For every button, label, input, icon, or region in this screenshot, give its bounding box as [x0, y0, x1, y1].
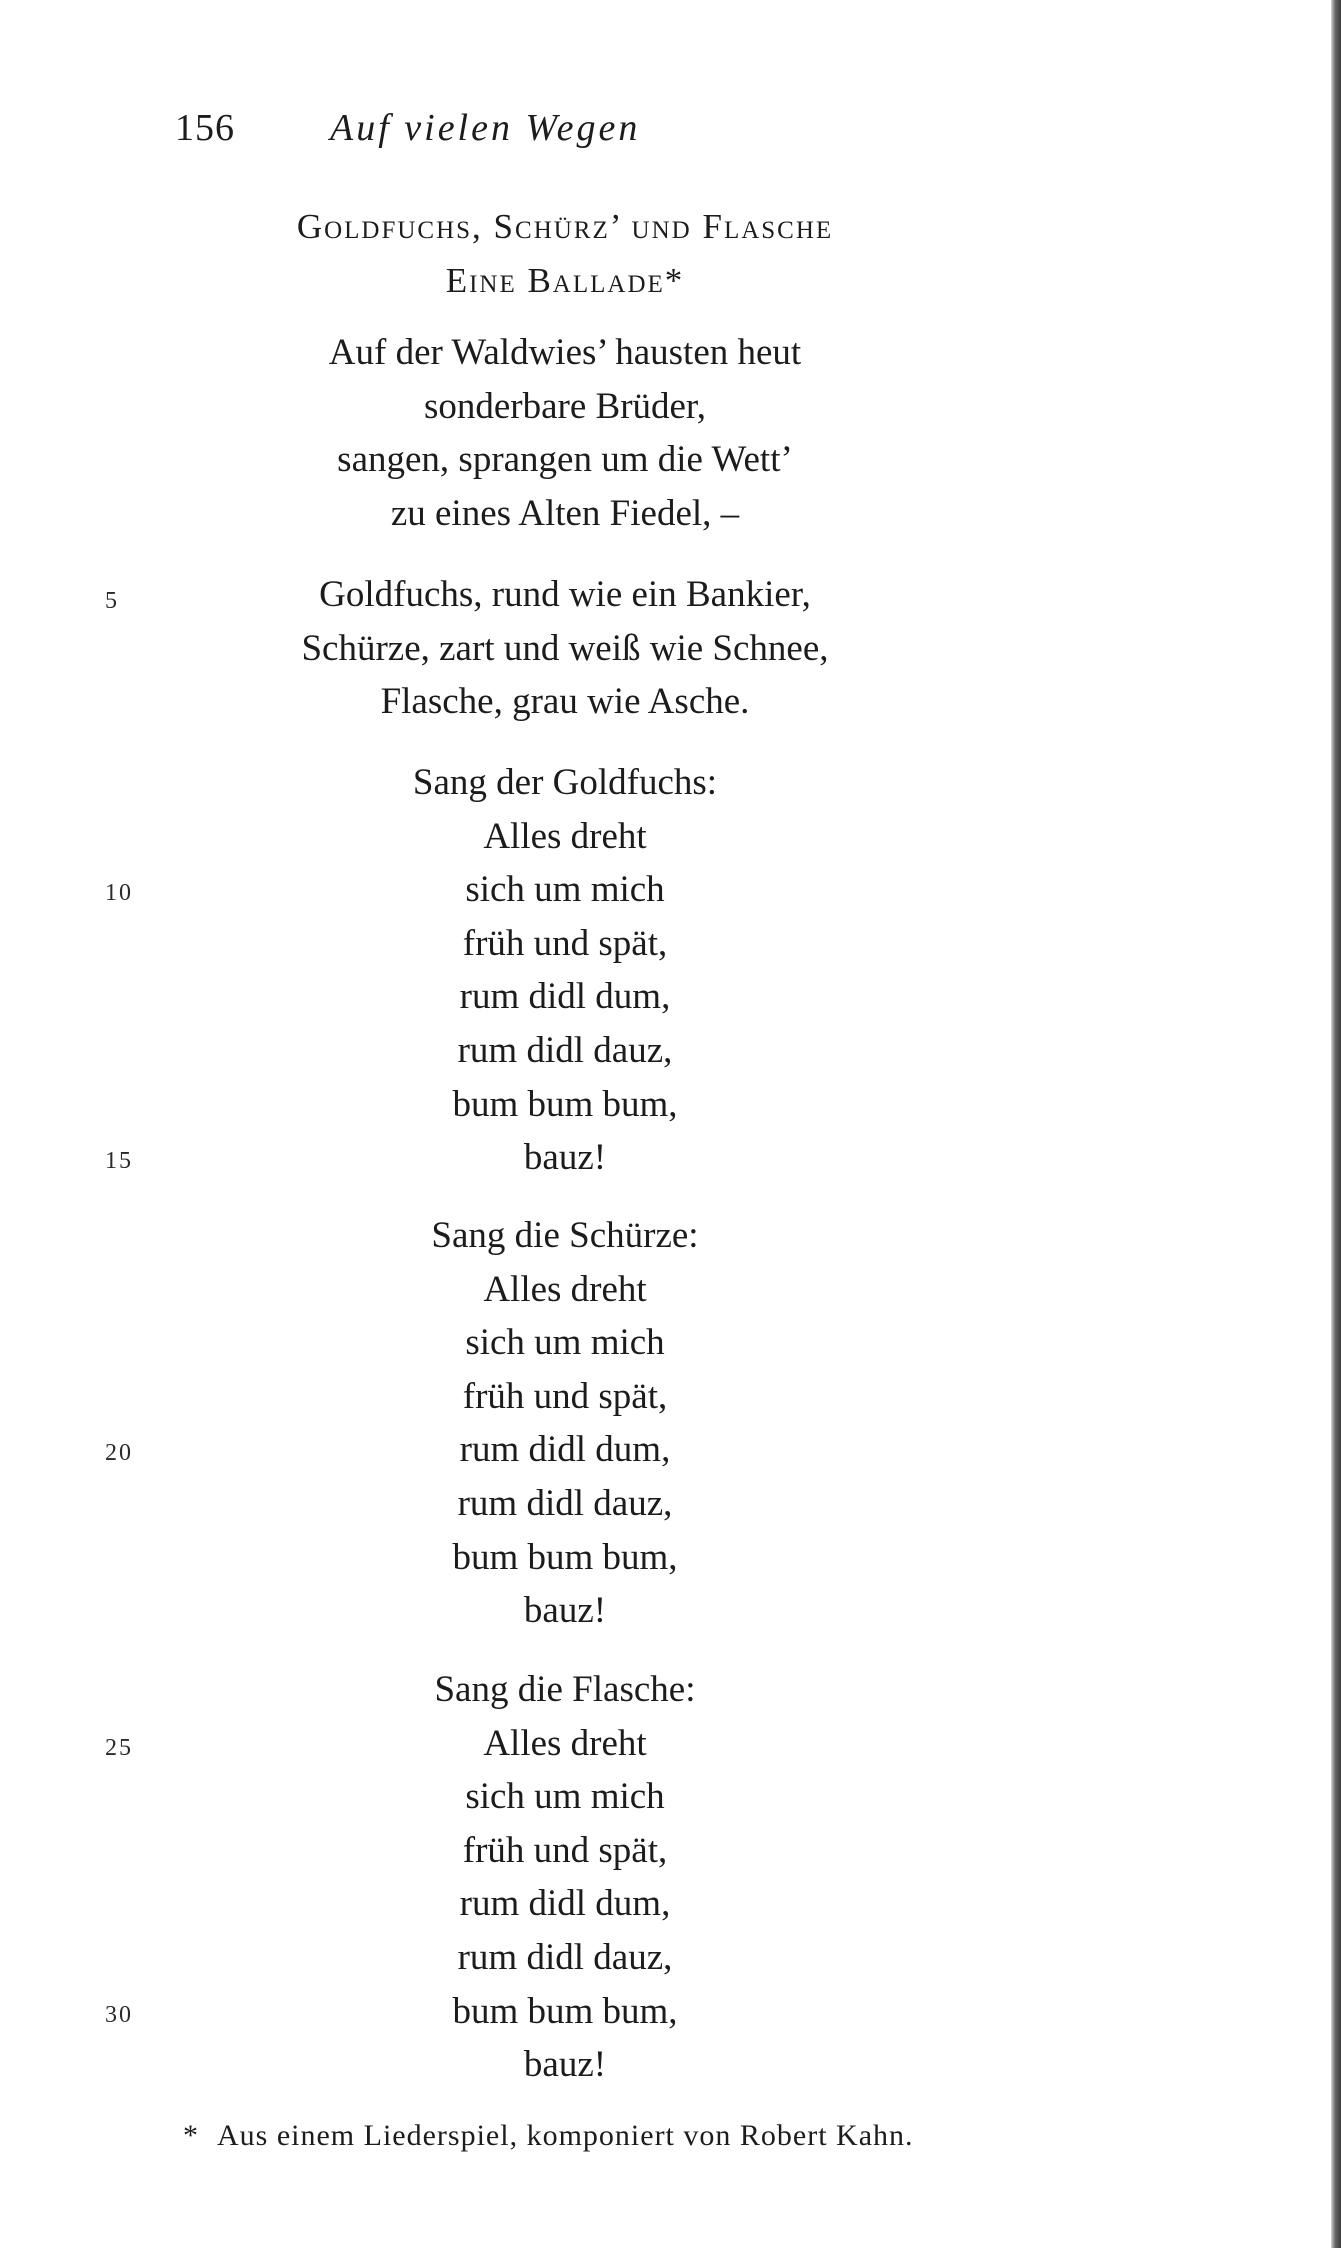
line-number-5: 5 — [105, 588, 119, 614]
stanza-3 — [0, 756, 1130, 1185]
poem-line: rum didl dum, — [459, 976, 671, 1018]
page-header — [175, 106, 640, 150]
poem-line: rum didl dauz, — [457, 1029, 673, 1071]
poem-line: Schürze, zart und weiß wie Schnee, — [301, 627, 829, 669]
footnote-text: Aus einem Liederspiel, komponiert von Robert Kahn. — [217, 2119, 914, 2152]
poem-line: früh und spät, — [462, 1829, 668, 1871]
page-edge — [1331, 0, 1341, 2248]
poem-line: bauz! — [523, 1137, 607, 1179]
poem-line: sich um mich — [465, 1322, 665, 1364]
poem-line: bum bum bum, — [452, 1990, 678, 2032]
poem-line: früh und spät, — [462, 1375, 668, 1417]
stanza-5 — [0, 1663, 1130, 2092]
line-number-10: 10 — [105, 880, 133, 906]
poem-line: sich um mich — [465, 869, 665, 911]
line-number-15: 15 — [105, 1148, 133, 1174]
poem-line: sich um mich — [465, 1776, 665, 1818]
poem-line: rum didl dauz, — [457, 1936, 673, 1978]
poem-line: Alles dreht — [483, 1268, 647, 1310]
page-number: 156 — [175, 107, 235, 149]
poem-line: Flasche, grau wie Asche. — [380, 681, 750, 723]
poem-line: sangen, sprangen um die Wett’ — [337, 439, 793, 481]
poem-line: bum bum bum, — [452, 1536, 678, 1578]
poem-title-block — [0, 200, 1130, 308]
running-title: Auf vielen Wegen — [330, 107, 641, 149]
stanza-2 — [0, 568, 1130, 729]
poem-line: Auf der Waldwies’ hausten heut — [328, 332, 802, 373]
poem-line: rum didl dum, — [459, 1429, 671, 1471]
stanza-4 — [0, 1209, 1130, 1638]
footnote-mark: * — [183, 2119, 199, 2152]
poem-line: Sang die Schürze: — [431, 1215, 699, 1256]
line-number-25: 25 — [105, 1735, 133, 1761]
poem-line: bauz! — [523, 1590, 607, 1632]
poem-line: Sang die Flasche: — [434, 1669, 696, 1710]
poem-line: rum didl dauz, — [457, 1482, 673, 1524]
poem-line: bauz! — [523, 2044, 607, 2086]
poem-line: zu eines Alten Fiedel, – — [390, 492, 740, 534]
line-number-20: 20 — [105, 1440, 133, 1466]
poem-line: bum bum bum, — [452, 1083, 678, 1125]
line-number-30: 30 — [105, 2002, 133, 2028]
poem-line: sonderbare Brüder, — [423, 385, 707, 427]
poem-line: Alles dreht — [483, 815, 647, 857]
stanza-1 — [0, 326, 1130, 540]
poem-line: Goldfuchs, rund wie ein Bankier, — [319, 574, 811, 615]
footnote — [183, 2119, 914, 2153]
poem-line: Alles dreht — [483, 1722, 647, 1764]
poem-line: früh und spät, — [462, 922, 668, 964]
poem-subtitle: Eine Ballade* — [445, 261, 685, 300]
poem-line: Sang der Goldfuchs: — [412, 762, 718, 803]
poem-title: Goldfuchs, Schürz’ und Flasche — [296, 207, 834, 246]
poem-line: rum didl dum, — [459, 1883, 671, 1925]
